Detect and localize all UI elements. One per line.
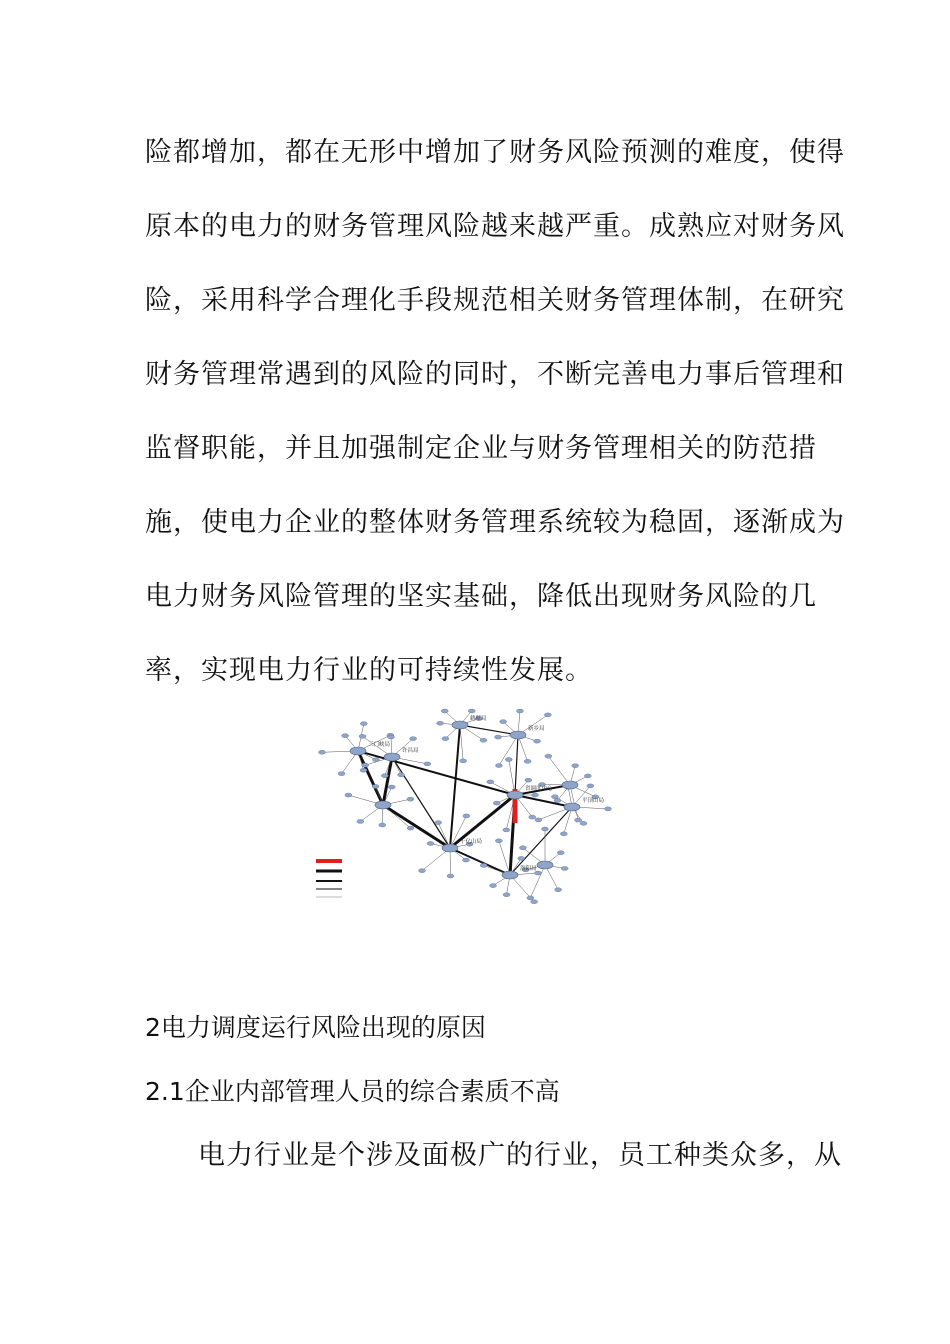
leaf-node [379, 823, 386, 827]
leaf-node [535, 818, 542, 822]
leaf-node [525, 778, 532, 782]
leaf-node [555, 888, 562, 892]
leaf-node [604, 807, 611, 811]
leaf-node [557, 851, 564, 855]
leaf-node [572, 764, 579, 768]
leaf-node [462, 858, 469, 862]
hub-label: 省调度中心 [525, 786, 553, 792]
leaf-node [575, 818, 582, 822]
trunk-link [460, 725, 518, 735]
network-topology-figure [300, 705, 640, 925]
leaf-node [360, 768, 367, 772]
hub-node [502, 871, 518, 879]
hub-label: 平顶山局 [582, 798, 605, 804]
leaf-node [584, 774, 591, 778]
hub-node [375, 801, 391, 809]
leaf-node [362, 763, 369, 767]
leaf-node [505, 758, 512, 762]
trunk-link [450, 725, 460, 848]
leaf-node [493, 801, 500, 805]
hub-node [510, 731, 526, 739]
leaf-link [460, 725, 463, 761]
leaf-node [437, 721, 444, 725]
leaf-node [419, 869, 426, 873]
leaf-node [500, 720, 507, 724]
leaf-node [427, 842, 434, 846]
leaf-node [518, 856, 525, 860]
leaf-node [345, 793, 352, 797]
leaf-node [442, 737, 449, 741]
paragraph-2-line-1: 电力行业是个涉及面极广的行业，员工种类众多，从 [198, 1140, 842, 1171]
leaf-node [372, 784, 379, 788]
leaf-node [529, 815, 536, 819]
hub-node [350, 747, 366, 755]
hub-node [564, 803, 580, 811]
paragraph-line-1: 险都增加，都在无形中增加了财务风险预测的难度，使得 [145, 137, 845, 168]
subsection-heading: 2.1企业内部管理人员的综合素质不高 [145, 1077, 560, 1106]
leaf-node [524, 759, 531, 763]
paragraph-line-5: 监督职能，并且加强制定企业与财务管理相关的防范措 [145, 433, 817, 464]
leaf-node [503, 893, 510, 897]
paragraph-line-3: 险，采用科学合理化手段规范相关财务管理体制，在研究 [145, 285, 845, 316]
paragraph-line-6: 施，使电力企业的整体财务管理系统较为稳固，逐渐成为 [145, 507, 845, 538]
leaf-node [424, 762, 431, 766]
leaf-node [490, 884, 497, 888]
leaf-node [560, 832, 567, 836]
leaf-link [509, 760, 515, 795]
leaf-node [516, 709, 523, 713]
leaf-node [542, 827, 549, 831]
leaf-link [548, 756, 570, 785]
paragraph-line-8: 率，实现电力行业的可持续性发展。 [145, 655, 593, 686]
leaf-node [388, 785, 395, 789]
hub-label: 千亿山局 [460, 839, 483, 845]
leaf-node [561, 866, 568, 870]
trunk-link [515, 795, 572, 807]
trunk-link [358, 751, 515, 795]
leaf-node [480, 738, 487, 742]
section-heading: 2电力调度运行风险出现的原因 [145, 1013, 486, 1042]
hub-node [537, 861, 553, 869]
leaf-node [534, 739, 541, 743]
paragraph-line-2: 原本的电力的财务管理风险越来越严重。成熟应对财务风 [145, 211, 845, 242]
paragraph-line-4: 财务管理常遇到的风险的同时，不断完善电力事后管理和 [145, 359, 845, 390]
leaf-node [342, 734, 349, 738]
hub-label: 鹤壁局 [470, 716, 487, 722]
leaf-node [495, 735, 502, 739]
hub-node [562, 781, 578, 789]
leaf-node [359, 734, 366, 738]
trunk-link [450, 848, 510, 875]
trunk-link [383, 757, 392, 805]
leaf-node [580, 821, 587, 825]
hub-node [442, 844, 458, 852]
leaf-node [468, 709, 475, 713]
leaf-node [554, 799, 561, 803]
leaf-node [410, 737, 417, 741]
leaf-node [381, 774, 388, 778]
leaf-node [480, 863, 487, 867]
hub-node [452, 721, 468, 729]
leaf-node [319, 750, 326, 754]
leaf-node [495, 764, 502, 768]
leaf-node [487, 780, 494, 784]
leaf-node [531, 900, 538, 904]
hub-node [384, 753, 400, 761]
leaf-node [503, 828, 510, 832]
leaf-node [519, 846, 526, 850]
leaf-node [398, 773, 405, 777]
trunk-link [515, 735, 518, 795]
leaf-node [357, 819, 364, 823]
network-nodes [319, 709, 612, 904]
leaf-node [447, 874, 454, 878]
leaf-node [587, 784, 594, 788]
figure-legend [316, 861, 342, 897]
hub-label: 许昌局 [402, 748, 419, 754]
leaf-node [527, 896, 534, 900]
leaf-node [360, 722, 367, 726]
leaf-node [545, 754, 552, 758]
leaf-node [463, 814, 470, 818]
leaf-node [532, 793, 539, 797]
leaf-node [372, 758, 379, 762]
leaf-node [495, 839, 502, 843]
hub-label: 新乡局 [528, 726, 545, 732]
leaf-node [387, 735, 394, 739]
hub-node [507, 791, 523, 799]
leaf-node [441, 709, 448, 713]
leaf-node [338, 772, 345, 776]
leaf-node [407, 797, 414, 801]
leaf-node [407, 826, 414, 830]
leaf-node [544, 713, 551, 717]
leaf-node [551, 795, 558, 799]
hub-label: 洛阳局 [520, 866, 537, 872]
paragraph-line-7: 电力财务风险管理的坚实基础，降低出现财务风险的几 [145, 581, 817, 612]
hub-label: 三门峡局 [368, 742, 391, 748]
leaf-node [460, 759, 467, 763]
leaf-node [435, 821, 442, 825]
trunk-link [392, 757, 450, 848]
